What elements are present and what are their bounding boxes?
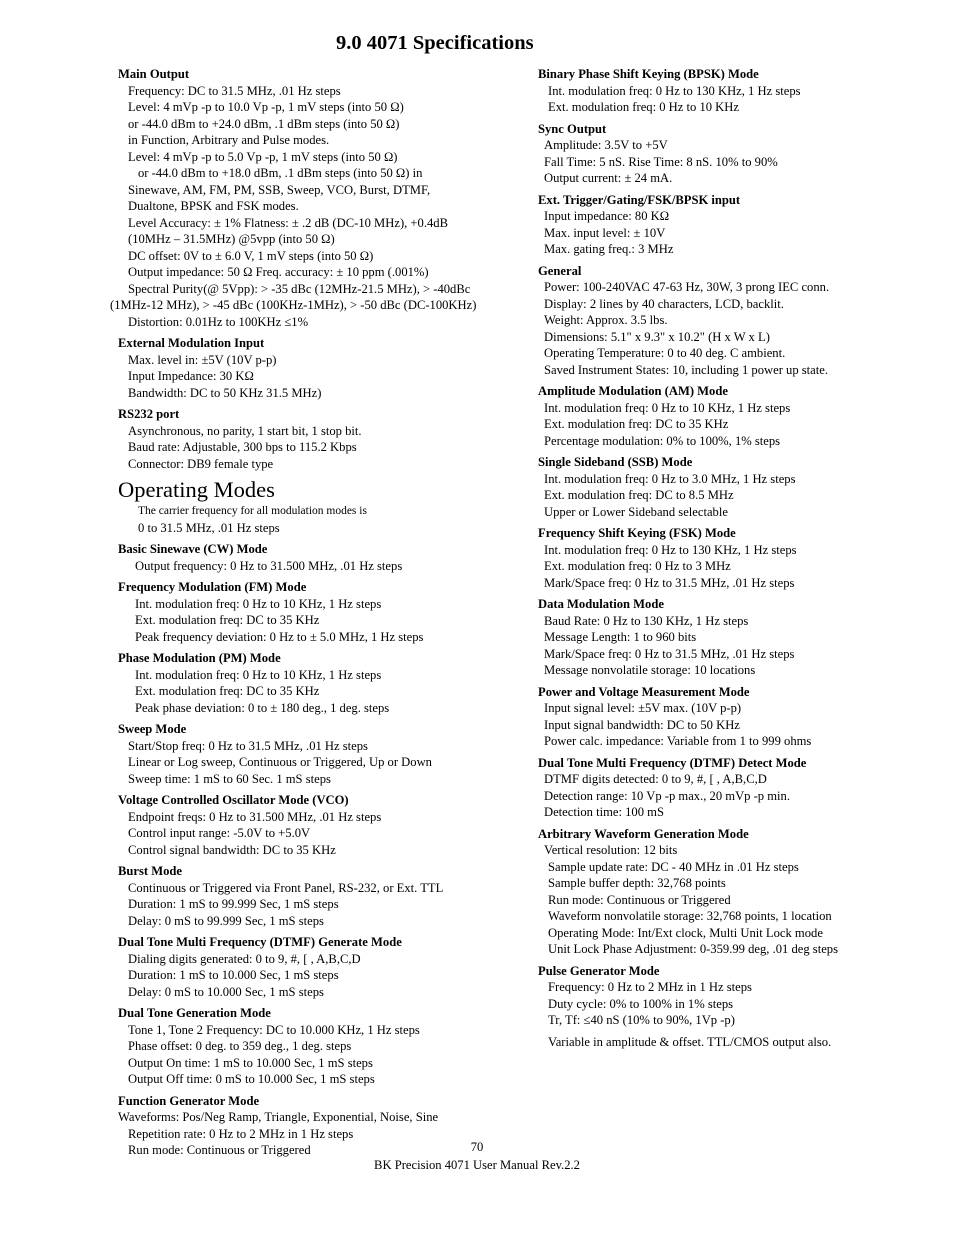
- section-basic-sinewave-mode: [100, 541, 540, 574]
- spec-line: Output Off time: 0 mS to 10.000 Sec, 1 mS steps: [128, 1072, 375, 1086]
- spec-line: Linear or Log sweep, Continuous or Triggered, Up or Down: [128, 755, 432, 769]
- right-column: [538, 66, 938, 1055]
- section-external-modulation-input: [100, 335, 540, 401]
- spec-line: Operating Temperature: 0 to 40 deg. C ambient.: [544, 346, 786, 360]
- section-heading: External Modulation Input: [118, 336, 265, 350]
- spec-line: DTMF digits detected: 0 to 9, #, [ , A,B,C,D: [544, 772, 767, 786]
- section-ext-trigger-input: [538, 192, 938, 258]
- spec-line: Ext. modulation freq: 0 Hz to 3 MHz: [544, 559, 731, 573]
- spec-line: Power calc. impedance: Variable from 1 to 999 ohms: [544, 734, 812, 748]
- spec-line: Delay: 0 mS to 99.999 Sec, 1 mS steps: [128, 913, 324, 928]
- section-heading: Dual Tone Multi Frequency (DTMF) Generate Mode: [118, 935, 402, 949]
- spec-line: or -44.0 dBm to +24.0 dBm, .1 dBm steps (into 50 Ω): [128, 116, 400, 131]
- spec-line: Waveforms: Pos/Neg Ramp, Triangle, Exponential, Noise, Sine: [118, 1110, 439, 1124]
- left-column: [100, 66, 540, 1164]
- spec-line: Peak frequency deviation: 0 Hz to ± 5.0 MHz, 1 Hz steps: [135, 629, 424, 644]
- spec-line: Int. modulation freq: 0 Hz to 3.0 MHz, 1 Hz steps: [544, 471, 796, 486]
- section-heading: Voltage Controlled Oscillator Mode (VCO): [118, 793, 349, 807]
- spec-line: Continuous or Triggered via Front Panel, RS-232, or Ext. TTL: [128, 880, 444, 895]
- spec-line: Bandwidth: DC to 50 KHz 31.5 MHz): [128, 385, 322, 400]
- spec-line: Fall Time: 5 nS. Rise Time: 8 nS. 10% to 90%: [544, 154, 778, 169]
- spec-line: Delay: 0 mS to 10.000 Sec, 1 mS steps: [128, 984, 324, 999]
- section-heading: Phase Modulation (PM) Mode: [118, 651, 281, 665]
- section-heading: Data Modulation Mode: [538, 597, 664, 611]
- spec-line: Max. level in: ±5V (10V p-p): [128, 352, 277, 367]
- spec-line: Percentage modulation: 0% to 100%, 1% steps: [544, 433, 781, 448]
- spec-line: Output On time: 1 mS to 10.000 Sec, 1 mS steps: [128, 1055, 373, 1070]
- spec-line: Dualtone, BPSK and FSK modes.: [128, 199, 299, 213]
- section-fsk-mode: [538, 525, 938, 591]
- section-pulse-generator-mode: [538, 963, 938, 1051]
- spec-line: Sample update rate: DC - 40 MHz in .01 Hz steps: [548, 859, 799, 874]
- section-data-modulation-mode: [538, 596, 938, 679]
- spec-line: Ext. modulation freq: DC to 35 KHz: [135, 613, 320, 627]
- spec-line: or -44.0 dBm to +18.0 dBm, .1 dBm steps (into 50 Ω) in: [138, 166, 423, 180]
- section-am-mode: [538, 383, 938, 449]
- spec-line: Peak phase deviation: 0 to ± 180 deg., 1 deg. steps: [135, 700, 390, 715]
- spec-line: Mark/Space freq: 0 Hz to 31.5 MHz, .01 Hz steps: [544, 646, 795, 661]
- spec-line: Detection time: 100 mS: [544, 805, 664, 819]
- spec-line: Output frequency: 0 Hz to 31.500 MHz, .01 Hz steps: [135, 558, 403, 573]
- page-title: 9.0 4071 Specifications: [336, 32, 534, 54]
- section-heading: Frequency Modulation (FM) Mode: [118, 580, 307, 594]
- section-heading: Operating Modes: [118, 477, 275, 502]
- section-dtmf-generate-mode: [100, 934, 540, 1000]
- spec-line: Baud Rate: 0 Hz to 130 KHz, 1 Hz steps: [544, 613, 749, 628]
- spec-line: Display: 2 lines by 40 characters, LCD, backlit.: [544, 296, 784, 311]
- spec-line: Control signal bandwidth: DC to 35 KHz: [128, 842, 336, 857]
- spec-line: The carrier frequency for all modulation modes is: [138, 505, 367, 517]
- spec-line: Run mode: Continuous or Triggered: [128, 1143, 311, 1157]
- spec-line: Dialing digits generated: 0 to 9, #, [ , A,B,C,D: [128, 951, 361, 966]
- spec-line: Output current: ± 24 mA.: [544, 171, 673, 185]
- section-heading: Pulse Generator Mode: [538, 963, 660, 978]
- section-operating-modes: [100, 477, 540, 536]
- spec-line: (10MHz – 31.5MHz) @5vpp (into 50 Ω): [128, 232, 335, 246]
- spec-line: Input signal bandwidth: DC to 50 KHz: [544, 717, 740, 732]
- footer-manual-title: BK Precision 4071 User Manual Rev.2.2: [374, 1158, 580, 1172]
- section-power-voltage-measurement-mode: [538, 684, 938, 750]
- spec-line: Power: 100-240VAC 47-63 Hz, 30W, 3 prong IEC conn.: [544, 280, 830, 294]
- section-heading: Burst Mode: [118, 864, 183, 878]
- spec-line: Ext. modulation freq: DC to 8.5 MHz: [544, 488, 734, 502]
- section-vco-mode: [100, 792, 540, 858]
- spec-line: in Function, Arbitrary and Pulse modes.: [128, 133, 330, 147]
- spec-line: Mark/Space freq: 0 Hz to 31.5 MHz, .01 Hz steps: [544, 575, 795, 590]
- section-arbitrary-waveform-mode: [538, 826, 938, 958]
- section-fm-mode: [100, 579, 540, 645]
- spec-line: Sample buffer depth: 32,768 points: [548, 876, 726, 890]
- spec-line: Int. modulation freq: 0 Hz to 130 KHz, 1 Hz steps: [544, 542, 797, 557]
- page-number: 70: [470, 1140, 484, 1154]
- spec-line: Phase offset: 0 deg. to 359 deg., 1 deg. steps: [128, 1039, 352, 1053]
- spec-line: Frequency: DC to 31.5 MHz, .01 Hz steps: [128, 83, 341, 98]
- spec-line: Endpoint freqs: 0 Hz to 31.500 MHz, .01 Hz steps: [128, 809, 382, 824]
- spec-line: Dimensions: 5.1" x 9.3" x 10.2" (H x W x L): [544, 329, 770, 344]
- spec-line: Int. modulation freq: 0 Hz to 10 KHz, 1 Hz steps: [135, 596, 382, 611]
- section-sync-output: [538, 121, 938, 187]
- spec-line: Max. input level: ± 10V: [544, 225, 666, 240]
- spec-line: Detection range: 10 Vp -p max., 20 mVp -p min.: [544, 788, 790, 803]
- spec-line: Upper or Lower Sideband selectable: [544, 504, 728, 519]
- spec-line: Unit Lock Phase Adjustment: 0-359.99 deg, .01 deg steps: [548, 942, 838, 956]
- spec-line: Level: 4 mVp -p to 5.0 Vp -p, 1 mV steps (into 50 Ω): [128, 149, 398, 164]
- section-heading: Power and Voltage Measurement Mode: [538, 684, 750, 699]
- spec-line: Variable in amplitude & offset. TTL/CMOS output also.: [548, 1034, 832, 1049]
- section-dual-tone-generation-mode: [100, 1005, 540, 1088]
- section-ssb-mode: [538, 454, 938, 520]
- spec-line: Int. modulation freq: 0 Hz to 10 KHz, 1 Hz steps: [135, 667, 382, 682]
- section-heading: Function Generator Mode: [118, 1093, 260, 1108]
- spec-line: Repetition rate: 0 Hz to 2 MHz in 1 Hz steps: [128, 1126, 354, 1141]
- spec-line: Input impedance: 80 KΩ: [544, 209, 670, 223]
- spec-line: Control input range: -5.0V to +5.0V: [128, 826, 311, 840]
- spec-line: (1MHz-12 MHz), > -45 dBc (100KHz-1MHz), > -50 dBc (DC-100KHz): [110, 298, 477, 312]
- spec-line: Distortion: 0.01Hz to 100KHz ≤1%: [128, 314, 309, 329]
- spec-line: 0 to 31.5 MHz, .01 Hz steps: [138, 520, 280, 535]
- spec-line: Waveform nonvolatile storage: 32,768 points, 1 location: [548, 909, 832, 923]
- spec-line: Input Impedance: 30 KΩ: [128, 369, 254, 383]
- spec-line: Level: 4 mVp -p to 10.0 Vp -p, 1 mV steps (into 50 Ω): [128, 100, 404, 114]
- section-heading: Basic Sinewave (CW) Mode: [118, 542, 268, 556]
- section-main-output: [100, 66, 540, 330]
- spec-line: DC offset: 0V to ± 6.0 V, 1 mV steps (into 50 Ω): [128, 248, 374, 263]
- section-heading: General: [538, 263, 582, 278]
- section-rs232-port: [100, 406, 540, 472]
- spec-line: Output impedance: 50 Ω Freq. accuracy: ± 10 ppm (.001%): [128, 265, 429, 279]
- section-heading: Binary Phase Shift Keying (BPSK) Mode: [538, 67, 759, 81]
- spec-line: Max. gating freq.: 3 MHz: [544, 242, 674, 256]
- spec-line: Frequency: 0 Hz to 2 MHz in 1 Hz steps: [548, 980, 752, 994]
- section-heading: Sync Output: [538, 121, 607, 136]
- section-heading: RS232 port: [118, 407, 180, 421]
- spec-line: Message Length: 1 to 960 bits: [544, 630, 697, 644]
- section-heading: Dual Tone Multi Frequency (DTMF) Detect Mode: [538, 755, 807, 770]
- section-burst-mode: [100, 863, 540, 929]
- spec-line: Duty cycle: 0% to 100% in 1% steps: [548, 996, 734, 1011]
- spec-line: Connector: DB9 female type: [128, 456, 274, 471]
- spec-line: Int. modulation freq: 0 Hz to 10 KHz, 1 Hz steps: [544, 400, 791, 415]
- spec-line: Weight: Approx. 3.5 lbs.: [544, 313, 668, 327]
- section-heading: Dual Tone Generation Mode: [118, 1006, 271, 1020]
- section-bpsk-mode: [538, 66, 938, 116]
- spec-line: Input signal level: ±5V max. (10V p-p): [544, 701, 742, 715]
- section-heading: Frequency Shift Keying (FSK) Mode: [538, 526, 736, 540]
- spec-line: Message nonvolatile storage: 10 locations: [544, 663, 756, 677]
- spec-line: Operating Mode: Int/Ext clock, Multi Unit Lock mode: [548, 925, 823, 940]
- spec-line: Ext. modulation freq: 0 Hz to 10 KHz: [548, 100, 739, 114]
- section-heading: Main Output: [118, 67, 190, 81]
- section-general: [538, 263, 938, 379]
- spec-line: Int. modulation freq: 0 Hz to 130 KHz, 1 Hz steps: [548, 83, 801, 98]
- spec-line: Spectral Purity(@ 5Vpp): > -35 dBc (12MHz-21.5 MHz), > -40dBc: [128, 281, 471, 296]
- section-pm-mode: [100, 650, 540, 716]
- section-sweep-mode: [100, 721, 540, 787]
- section-heading: Arbitrary Waveform Generation Mode: [538, 826, 749, 841]
- section-heading: Single Sideband (SSB) Mode: [538, 455, 693, 469]
- spec-line: Baud rate: Adjustable, 300 bps to 115.2 Kbps: [128, 440, 357, 454]
- spec-line: Tr, Tf: ≤40 nS (10% to 90%, 1Vp -p): [548, 1013, 735, 1027]
- spec-line: Vertical resolution: 12 bits: [544, 843, 678, 857]
- section-heading: Ext. Trigger/Gating/FSK/BPSK input: [538, 192, 741, 207]
- spec-line: Amplitude: 3.5V to +5V: [544, 138, 668, 152]
- spec-line: Sinewave, AM, FM, PM, SSB, Sweep, VCO, Burst, DTMF,: [128, 182, 431, 197]
- spec-line: Ext. modulation freq: DC to 35 KHz: [135, 684, 320, 698]
- spec-line: Run mode: Continuous or Triggered: [548, 892, 731, 907]
- section-heading: Amplitude Modulation (AM) Mode: [538, 384, 728, 398]
- spec-line: Duration: 1 mS to 10.000 Sec, 1 mS steps: [128, 968, 339, 982]
- spec-line: Saved Instrument States: 10, including 1 power up state.: [544, 362, 829, 377]
- section-heading: Sweep Mode: [118, 722, 187, 736]
- spec-line: Duration: 1 mS to 99.999 Sec, 1 mS steps: [128, 897, 339, 911]
- section-dtmf-detect-mode: [538, 755, 938, 821]
- spec-line: Ext. modulation freq: DC to 35 KHz: [544, 417, 729, 431]
- spec-line: Asynchronous, no parity, 1 start bit, 1 stop bit.: [128, 423, 362, 438]
- spec-line: Tone 1, Tone 2 Frequency: DC to 10.000 KHz, 1 Hz steps: [128, 1022, 420, 1037]
- spec-line: Level Accuracy: ± 1% Flatness: ± .2 dB (DC-10 MHz), +0.4dB: [128, 215, 448, 230]
- spec-line: Sweep time: 1 mS to 60 Sec. 1 mS steps: [128, 771, 331, 786]
- spec-line: Start/Stop freq: 0 Hz to 31.5 MHz, .01 Hz steps: [128, 738, 368, 753]
